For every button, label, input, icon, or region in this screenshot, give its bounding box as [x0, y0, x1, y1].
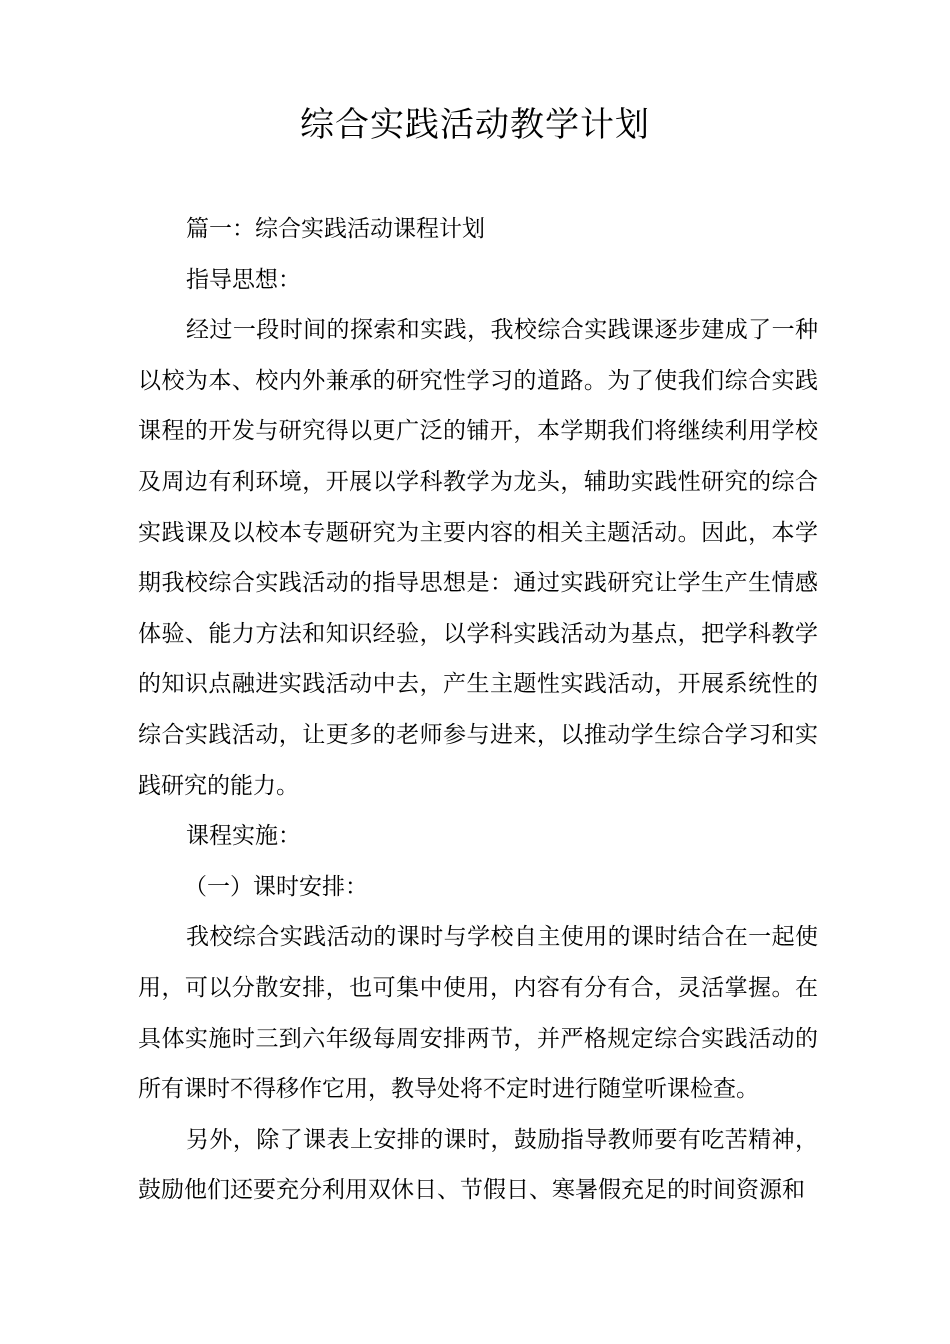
schedule-paragraph: 我校综合实践活动的课时与学校自主使用的课时结合在一起使用，可以分散安排，也可集中使用，内容有分有合，灵活掌握。在具体实施时三到六年级每周安排两节，并严格规定综合实践活动的所有课时不得移作它用，教导处将不定时进行随堂听课检查。 — [138, 924, 818, 1103]
guiding-paragraph: 经过一段时间的探索和实践，我校综合实践课逐步建成了一种以校为本、校内外兼承的研究性学习的道路。为了使我们综合实践课程的开发与研究得以更广泛的铺开，本学期我们将继续利用学校及周边有利环境，开展以学科教学为龙头，辅助实践性研究的综合实践课及以校本专题研究为主要内容的相关主题活动。因此，本学期我校综合实践活动的指导思想是：通过实践研究让学生产生情感体验、能力方法和知识经验，以学科实践活动为基点，把学科教学的知识点融进实践活动中去，产生主题性实践活动，开展系统性的综合实践活动，让更多的老师参与进来，以推动学生综合学习和实践研究的能力。 — [138, 317, 818, 799]
section-heading: 篇一：综合实践活动课程计划 — [186, 216, 485, 242]
implementation-heading: 课程实施： — [186, 823, 301, 850]
document-title: 综合实践活动教学计划 — [300, 105, 650, 145]
guiding-heading: 指导思想： — [186, 266, 301, 293]
extra-paragraph: 另外，除了课表上安排的课时，鼓励指导教师要有吃苦精神，鼓励他们还要充分利用双休日、节假日、寒暑假充足的时间资源和 — [138, 1126, 818, 1204]
subsection-heading: （一）课时安排： — [184, 873, 368, 900]
document-body — [138, 204, 818, 1216]
